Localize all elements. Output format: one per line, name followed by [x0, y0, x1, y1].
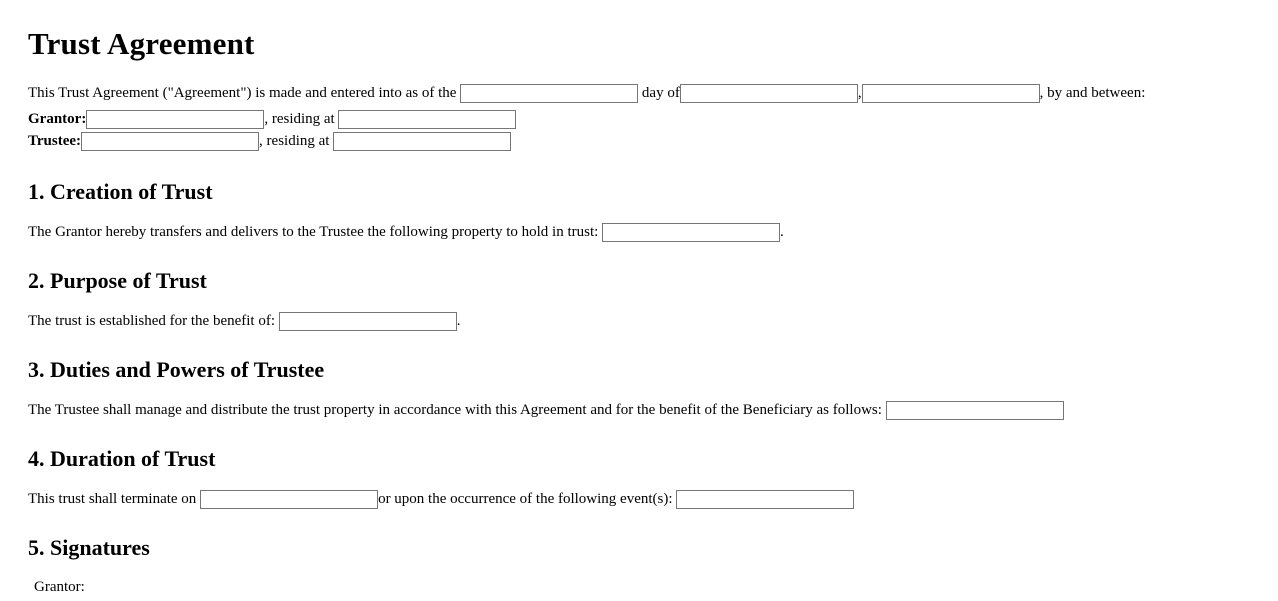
section-heading-purpose-of-trust: 2. Purpose of Trust: [28, 267, 207, 293]
trustee-name-input[interactable]: [81, 132, 259, 151]
creation-text-after: .: [780, 223, 784, 240]
intro-text-before-day: This Trust Agreement ("Agreement") is made and entered into as of the: [28, 85, 457, 101]
section-heading-duration-of-trust: 4. Duration of Trust: [28, 445, 216, 471]
section-heading-duties-and-powers: 3. Duties and Powers of Trustee: [28, 356, 325, 382]
purpose-text-before: The trust is established for the benefit of:: [28, 312, 276, 329]
trustee-label: Trustee:: [28, 132, 82, 149]
duties-text-before: The Trustee shall manage and distribute the trust property in accordance with this Agreement and for the benefit of the Beneficiary as follows:: [28, 401, 882, 418]
trustee-address-input[interactable]: [333, 132, 511, 151]
month-input[interactable]: [680, 84, 858, 103]
trustee-line: [28, 131, 1250, 153]
intro-text-after-year: , by and between:: [1039, 85, 1146, 101]
beneficiary-input[interactable]: [279, 312, 457, 331]
grantor-signature-label: Grantor:: [34, 578, 85, 595]
section-heading-creation-of-trust: 1. Creation of Trust: [28, 178, 213, 204]
intro-text-day-of: day of: [641, 85, 680, 101]
section-paragraph-duration-of-trust: [28, 490, 1250, 509]
section-paragraph-duties-and-powers: [28, 401, 1250, 420]
trustee-duties-input[interactable]: [886, 401, 1064, 420]
intro-paragraph: [28, 84, 1250, 103]
purpose-text-after: .: [456, 312, 461, 329]
termination-event-input[interactable]: [676, 490, 854, 509]
day-input[interactable]: [460, 84, 638, 103]
creation-text-before: The Grantor hereby transfers and delivers to the Trustee the following property to hold in trust:: [28, 223, 599, 240]
grantor-label: Grantor:: [28, 111, 87, 128]
grantor-line: [28, 109, 1250, 131]
year-input[interactable]: [862, 84, 1040, 103]
duration-text-middle: or upon the occurrence of the following event(s):: [378, 490, 673, 507]
grantor-name-input[interactable]: [86, 110, 264, 129]
trustee-residing-text: , residing at: [259, 132, 330, 149]
section-paragraph-purpose-of-trust: [28, 312, 1250, 331]
grantor-address-input[interactable]: [338, 110, 516, 129]
grantor-residing-text: , residing at: [264, 111, 335, 128]
termination-date-input[interactable]: [200, 490, 378, 509]
section-heading-signatures: 5. Signatures: [28, 534, 150, 560]
duration-text-before: This trust shall terminate on: [28, 490, 197, 507]
trust-property-input[interactable]: [602, 223, 780, 242]
page-title: Trust Agreement: [28, 26, 255, 61]
section-paragraph-creation-of-trust: [28, 223, 1250, 242]
intro-comma: ,: [857, 85, 862, 101]
